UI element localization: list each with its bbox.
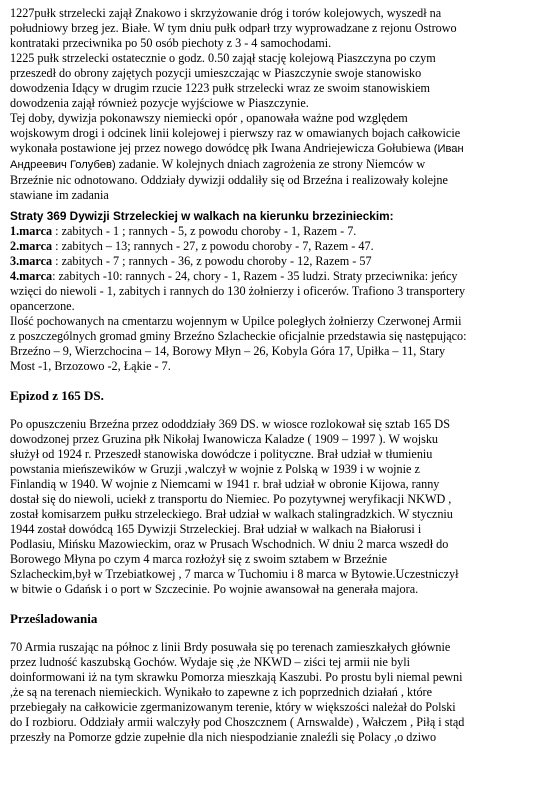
spacer xyxy=(10,403,538,417)
text-line: powstania mieńszewików w Gruzji ,walczył w wojnie z Polską w 1939 i w wojnie z xyxy=(10,462,420,476)
text-line: stawiane im zadania xyxy=(10,188,109,202)
text-line: z poszczególnych gromad gminy Brzeźno Szlacheckie oficjalnie przedstawia się następująco: xyxy=(10,329,467,343)
losses-day: 4.marca xyxy=(10,269,53,283)
text-line: 1227pułk strzelecki zajął Znakowo i skrzyżowanie dróg i torów kolejowych, wyszedł na xyxy=(10,6,442,20)
text-line: przeszły na Pomorze gdzie zupełnie dla nich niespodzianie znaleźli się Polacy ,o dziwo xyxy=(10,730,437,744)
text-line: ,że są na terenach niemieckich. Wynikało to zapewne z ich poprzednich działań , które xyxy=(10,685,433,699)
text-span: wykonała postawione jej przez nowego dowódcę płk Iwana Andriejewicza Gołubiewa xyxy=(10,141,434,155)
losses-heading: Straty 369 Dywizji Strzeleckiej w walkach na kierunku brzezinieckim: xyxy=(10,209,394,223)
text-line: 1225 pułk strzelecki ostatecznie o godz. 0.50 zajął stację kolejową Piaszczyna po czym xyxy=(10,51,436,65)
losses-row xyxy=(10,224,538,239)
losses-text: : zabitych - 7 ; rannych - 36, z powodu choroby - 12, Razem - 57 xyxy=(52,254,372,268)
text-line: dostał się do niewoli, uciekł z transportu do Niemiec. Po pozytywnej weryfikacji NKWD , xyxy=(10,492,452,506)
cyrillic-name-span: Андреевич Голубев) xyxy=(10,159,116,171)
text-line: Brzeźnie nic odnotowano. Oddziały dywizji oddaliły się od Brzeźna i realizowały kolejne xyxy=(10,173,448,187)
text-line: do I rozbioru. Oddziały armii walczyły pod Choszcznem ( Arnswalde) , Wałczem , Piłą i stąd xyxy=(10,715,465,729)
episode-heading: Epizod z 165 DS. xyxy=(10,388,104,403)
text-line: Borowego Młyna po czym 4 marca rozłożył się z swoim sztabem w Brzeźnie xyxy=(10,552,388,566)
text-line: służył od 1924 r. Przeszedł stanowiska dowódcze i polityczne. Brał udział w tłumieniu xyxy=(10,447,433,461)
paragraph-persecution xyxy=(10,640,538,745)
text-line: opancerzone. xyxy=(10,299,75,313)
losses-text: : zabitych – 13; rannych - 27, z powodu choroby - 7, Razem - 47. xyxy=(52,239,374,253)
text-line: południowy brzeg jez. Białe. W tym dniu pułk odparł trzy wyprowadzane z rejonu Ostrowo xyxy=(10,21,457,35)
text-line xyxy=(10,141,538,157)
losses-text: : zabitych -10: rannych - 24, chory - 1, Razem - 35 ludzi. Straty przeciwnika: jeńcy xyxy=(52,269,458,283)
losses-text: : zabitych - 1 ; rannych - 5, z powodu choroby - 1, Razem - 7. xyxy=(52,224,357,238)
text-line: 1944 został dowódcą 165 Dywizji Strzeleckiej. Brał udział w walkach na Białorusi i xyxy=(10,522,422,536)
text-line: dowodzenia Idący w drugim rzucie 1223 pułk strzelecki wraz ze swoim stanowiskiem xyxy=(10,81,430,95)
text-line: przebiegały na całkowicie zgermanizowanym terenie, który w większości należał do Polski xyxy=(10,700,456,714)
text-line: 70 Armia ruszając na północ z linii Brdy posuwała się po terenach zamieszkałych głównie xyxy=(10,640,451,654)
paragraph-offensive xyxy=(10,6,538,203)
persecution-heading: Prześladowania xyxy=(10,611,98,626)
text-line: wzięci do niewoli - 1, zabitych i rannych do 130 żołnierzy i oficerów. Trafiono 3 transportery xyxy=(10,284,466,298)
text-line: Brzeźno – 9, Wierzchocina – 14, Borowy Młyn – 26, Kobyla Góra 17, Upiłka – 11, Stary xyxy=(10,344,446,358)
text-line: kontrataki przeciwnika po 50 osób piechoty z 3 - 4 samochodami. xyxy=(10,36,332,50)
losses-row xyxy=(10,269,538,284)
text-line: wojskowym drogi i odcinek linii kolejowej i pierwszy raz w omawianych bojach całkowicie xyxy=(10,126,461,140)
text-line: został komisarzem pułku strzeleckiego. Brał udział w walkach stalingradzkich. W styczniu xyxy=(10,507,453,521)
text-line: dowodzenia zajął również pozycje wyjściowe w Piaszczynie. xyxy=(10,96,309,110)
text-line: dowodzonej przez Gruzina płk Nikołaj Iwanowicza Kaladze ( 1909 – 1997 ). W wojsku xyxy=(10,432,439,446)
spacer xyxy=(10,626,538,640)
text-line: przez ludność kaszubską Gochów. Wydaje się ,że NKWD – ziści tej armii nie byli xyxy=(10,655,410,669)
spacer xyxy=(10,374,538,388)
cyrillic-name-span: (Иван xyxy=(433,143,464,155)
text-line: Po opuszczeniu Brzeźna przez ododdziały 369 DS. w wiosce rozlokował się sztab 165 DS xyxy=(10,417,450,431)
text-line: Finlandią w 1940. W wojnie z Niemcami w 1941 r. brał udział w obronie Kijowa, ranny xyxy=(10,477,440,491)
text-line: Ilość pochowanych na cmentarzu wojennym w Upilce poległych żołnierzy Czerwonej Armii xyxy=(10,314,462,328)
losses-day: 2.marca xyxy=(10,239,53,253)
document-page xyxy=(10,6,538,745)
text-line: Most -1, Brzozowo -2, Łąkie - 7. xyxy=(10,359,171,373)
text-line: Tej doby, dywizja pokonawszy niemiecki opór , opanowała ważne pod względem xyxy=(10,111,408,125)
text-line: Podlasiu, Mińsku Mazowieckim, oraz w Prusach Wschodnich. W dniu 2 marca wszedł do xyxy=(10,537,449,551)
losses-row xyxy=(10,239,538,254)
text-line: Szlacheckim,był w Trzebiatkowej , 7 marca w Tuchomiu i 8 marca w Bytowie.Uczestniczył xyxy=(10,567,459,581)
losses-day: 3.marca xyxy=(10,254,53,268)
text-line xyxy=(10,157,538,173)
losses-row xyxy=(10,254,538,269)
text-line: w bitwie o Gdańsk i o port w Szczecinie. Po wojnie awansował na generała majora. xyxy=(10,582,419,596)
losses-day: 1.marca xyxy=(10,224,53,238)
text-span: zadanie. W kolejnych dniach zagrożenia ze strony Niemców w xyxy=(115,157,426,171)
losses-list xyxy=(10,224,538,374)
spacer xyxy=(10,597,538,611)
text-line: przeszedł do obrony zajętych pozycji umieszczając w Piaszczynie swoje stanowisko xyxy=(10,66,422,80)
paragraph-episode xyxy=(10,417,538,597)
text-line: doinformowani iż na tym skrawku Pomorza mieszkają Kaszubi. Po prostu byli niemal pewni xyxy=(10,670,463,684)
